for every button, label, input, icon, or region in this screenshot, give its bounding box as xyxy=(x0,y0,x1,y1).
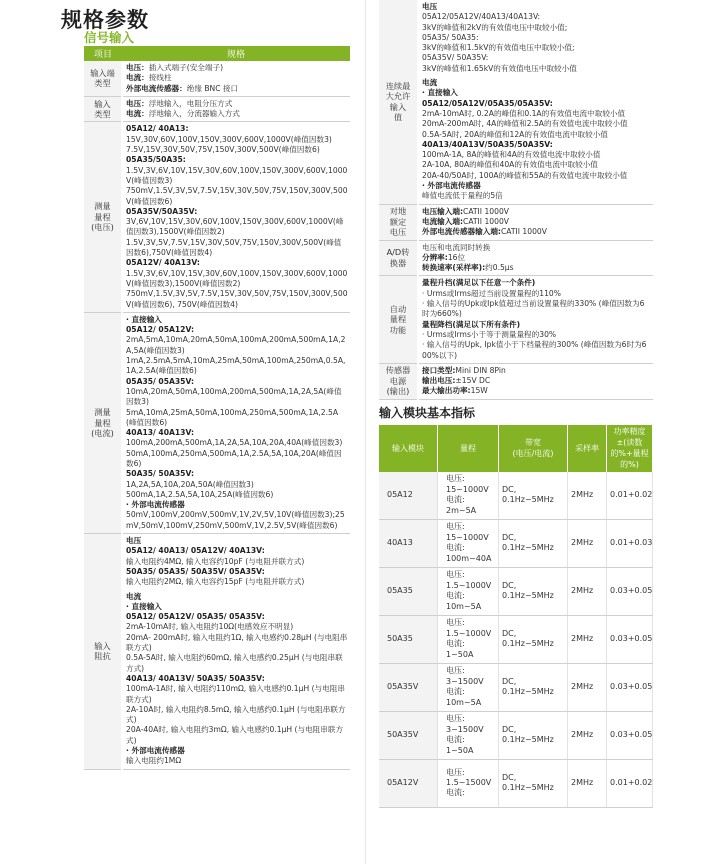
spec-line-text: · 输入信号的Upk或Ipk值超过当前设置量程的330% (峰值因数为6时为660%) xyxy=(422,299,645,319)
spec-line-text: 05A35/ 50A35: xyxy=(422,32,479,42)
spec-line xyxy=(422,140,651,150)
right-spec-column xyxy=(379,0,653,808)
spec-line-text: 浮地输入，分流器输入方式 xyxy=(148,109,240,119)
spec-row xyxy=(84,312,350,533)
spec-line-text: 1.5V,3V,6V,10V,15V,30V,60V,100V,150V,300V,600V,1000V(峰值因数3) xyxy=(126,165,348,185)
spec-line-text: 输入电阻约4MΩ, 输入电容约10pF (与电阻并联方式) xyxy=(126,556,305,566)
metrics-cell: 2MHz xyxy=(568,759,607,807)
spec-line xyxy=(126,377,348,387)
spec-value xyxy=(122,96,350,122)
spec-label: 对地 额定 电压 xyxy=(379,204,418,240)
spec-line-text: · 输入信号的Upk, Ipk值小于下档量程的300% (峰值因数为6时为600%以下) xyxy=(422,340,647,360)
spec-line xyxy=(126,500,348,510)
spec-row xyxy=(379,204,653,240)
spec-line-key: 05A12/05A12V/05A35/05A35V: xyxy=(422,98,553,108)
metrics-cell: 2MHz xyxy=(568,519,607,567)
metrics-cell: DC, 0.1Hz~5MHz xyxy=(499,711,568,759)
metrics-cell: 0.03+0.05 xyxy=(607,567,653,615)
spec-line-key: 电压： xyxy=(126,98,149,108)
spec-line xyxy=(126,756,348,766)
spec-line xyxy=(126,746,348,756)
spec-line xyxy=(422,130,651,140)
spec-line xyxy=(126,325,348,335)
spec-line xyxy=(126,602,348,612)
spec-line xyxy=(126,469,348,479)
spec-line xyxy=(126,633,348,654)
metrics-header: 输入模块 xyxy=(379,425,438,472)
metrics-cell: 电压: 3~1500V 电流: 1~50A xyxy=(438,711,499,759)
spec-line-text: 05A12/05A12V/40A13/40A13V: xyxy=(422,12,541,22)
metrics-cell: 2MHz xyxy=(568,711,607,759)
spec-line xyxy=(126,387,348,408)
spec-line xyxy=(126,674,348,684)
spec-line-text: · Urms或Irms小于等于测量量程的30% xyxy=(422,329,557,339)
spec-line xyxy=(422,43,651,53)
metrics-cell: 0.01+0.03 xyxy=(607,519,653,567)
spec-line-text: 100mA-1A时, 输入电阻约110mΩ, 输入电感约0.1μH (与电阻串联方式) xyxy=(126,684,345,704)
spec-line xyxy=(126,567,348,577)
spec-label: 自动 量程 功能 xyxy=(379,276,418,363)
metrics-header: 量程 xyxy=(438,425,499,472)
spec-line-text: CATII 1000V xyxy=(500,227,547,237)
spec-value xyxy=(122,534,350,770)
spec-line xyxy=(126,577,348,587)
spec-label: 输入端 类型 xyxy=(84,61,122,96)
spec-line xyxy=(126,480,348,490)
spec-line xyxy=(126,99,348,109)
spec-line-text: 100mA-1A, 8A的峰值和4A的有效值电流中取较小值 xyxy=(422,150,601,160)
spec-line-key: 05A35/ 05A35V: xyxy=(126,376,195,386)
spec-line-text: 插入式端子(安全端子) xyxy=(148,63,224,72)
spec-line-text: 2mA-10mA时, 0.2A的峰值和0.1A的有效值电流中取较小值 xyxy=(422,108,626,118)
metrics-cell: DC, 0.1Hz~5MHz xyxy=(499,759,568,807)
spec-value xyxy=(418,0,653,204)
spec-line-key: 电压 xyxy=(126,536,142,546)
spec-line xyxy=(126,145,348,155)
spec-value xyxy=(418,276,653,363)
spec-line-text: 0.5A-5A时, 20A的峰值和12A的有效值电流中取较小值 xyxy=(422,129,608,139)
metrics-header: 带宽 (电压/电流) xyxy=(499,425,568,472)
metrics-cell: 0.03+0.05 xyxy=(607,663,653,711)
header-spec: 规格 xyxy=(122,46,350,61)
spec-line-text: 500mA,1A,2.5A,5A,10A,25A(峰值因数6) xyxy=(126,489,274,499)
left-spec-column xyxy=(84,46,350,770)
spec-label: 测量 量程 (电压) xyxy=(84,122,122,312)
spec-line-text: CATII 1000V xyxy=(463,206,509,216)
section-title: 信号输入 xyxy=(84,30,135,45)
spec-line-text: 输入电阻约2MΩ, 输入电容约15pF (与电阻并联方式) xyxy=(126,577,305,587)
spec-line-text: 7.5V,15V,30V,50V,75V,150V,300V,500V(峰值因数6) xyxy=(126,145,320,155)
spec-line xyxy=(126,258,348,268)
metrics-header: 采样率 xyxy=(568,425,607,472)
spec-line-text: 2mA-10mA时, 输入电阻约10Ω(电感效应不明显) xyxy=(126,622,294,632)
metrics-cell: 05A12 xyxy=(379,472,438,520)
column-divider xyxy=(365,0,366,864)
spec-line-key: 50A35/ 50A35V: xyxy=(126,469,195,479)
module-metrics-table xyxy=(379,425,653,808)
spec-line xyxy=(126,438,348,448)
spec-line-key: 电流 xyxy=(126,591,142,601)
spec-line-key: 05A35/50A35: xyxy=(126,155,186,165)
spec-line xyxy=(126,490,348,500)
spec-line-text: 3V,6V,10V,15V,30V,60V,100V,150V,300V,600V,1000V(峰值因数3),1500V(峰值因数2) xyxy=(126,217,344,237)
spec-line-key: 电流： xyxy=(126,73,149,83)
spec-line xyxy=(126,612,348,622)
spec-line xyxy=(126,546,348,556)
spec-line-key: 05A12V/ 40A13V: xyxy=(126,258,200,268)
spec-row xyxy=(379,240,653,276)
spec-line-key: 40A13/ 40A13V/ 50A35/ 50A35V: xyxy=(126,673,265,683)
metrics-cell: 0.03+0.05 xyxy=(607,615,653,663)
spec-line-key: · 直接输入 xyxy=(126,314,162,324)
spec-line-key: · 外部电流传感器 xyxy=(422,181,481,191)
metrics-row xyxy=(379,472,653,520)
metrics-cell: DC, 0.1Hz~5MHz xyxy=(499,615,568,663)
metrics-cell: 电压: 1.5~1000V 电流: 1~50A xyxy=(438,615,499,663)
metrics-cell: 0.03+0.05 xyxy=(607,711,653,759)
spec-line xyxy=(422,119,651,129)
spec-line-text: CATII 1000V xyxy=(463,216,509,226)
metrics-cell: 0.01+0.02 xyxy=(607,472,653,520)
spec-line xyxy=(126,124,348,134)
spec-line-text: 3kV的峰值和2kV的有效值电压中取较小值; xyxy=(422,22,568,32)
spec-row xyxy=(379,276,653,363)
spec-line-text: 1.5V,3V,6V,10V,15V,30V,60V,100V,150V,300V,600V,1000V(峰值因数3),1500V(峰值因数2) xyxy=(126,268,348,288)
spec-line-key: 外部电流传感器： xyxy=(126,83,187,93)
metrics-cell: 50A35V xyxy=(379,711,438,759)
spec-line xyxy=(126,109,348,119)
spec-line-key: · 直接输入 xyxy=(126,601,162,611)
page-title: 规格参数 xyxy=(61,8,149,32)
metrics-cell: DC, 0.1Hz~5MHz xyxy=(499,472,568,520)
spec-line-key: 输出电压: xyxy=(422,376,456,386)
spec-line xyxy=(126,73,348,83)
spec-line xyxy=(126,653,348,674)
spec-line-key: 电压 xyxy=(422,2,438,11)
spec-row xyxy=(84,122,350,312)
metrics-row xyxy=(379,759,653,807)
spec-label: A/D转 换器 xyxy=(379,240,418,276)
spec-line xyxy=(422,2,651,12)
spec-line-text: 20mA- 200mA时, 输入电阻约1Ω, 输入电感约0.28μH (与电阻串联方式) xyxy=(126,632,348,653)
spec-line xyxy=(126,84,348,94)
spec-line xyxy=(422,78,651,88)
spec-line-text: 电压和电流同时转换 xyxy=(422,242,491,252)
spec-line-text: 5mA,10mA,25mA,50mA,100mA,250mA,500mA,1A,2.5A(峰值因数6) xyxy=(126,407,339,427)
spec-line xyxy=(422,181,651,191)
spec-line xyxy=(126,557,348,567)
signal-input-table xyxy=(84,46,350,770)
spec-row xyxy=(84,534,350,770)
spec-line-key: 转换速率(采样率): xyxy=(422,263,486,273)
spec-line-key: 分辨率: xyxy=(422,252,448,262)
spec-line-key: · 直接输入 xyxy=(422,88,458,98)
input-limits-table xyxy=(379,0,653,400)
spec-line-key: 量程升档(满足以下任意一个条件) xyxy=(422,278,536,288)
spec-line xyxy=(126,186,348,207)
metrics-title: 输入模块基本指标 xyxy=(379,405,476,420)
spec-line xyxy=(422,171,651,181)
spec-line-text: Mini DIN 8Pin xyxy=(455,365,506,375)
spec-line xyxy=(422,320,651,330)
spec-line xyxy=(422,227,651,237)
spec-line-text: 1.5V,3V,5V,7.5V,15V,30V,50V,75V,150V,300V,500V(峰值因数6),750V(峰值因数4) xyxy=(126,237,342,258)
spec-line xyxy=(422,376,651,386)
spec-line xyxy=(126,315,348,325)
spec-line xyxy=(126,622,348,632)
spec-label: 测量 量程 (电流) xyxy=(84,312,122,533)
metrics-cell: 电压: 1.5~1000V 电流: 10m~5A xyxy=(438,567,499,615)
spec-line-key: 量程降档(满足以下所有条件) xyxy=(422,319,521,329)
spec-line xyxy=(422,160,651,170)
spec-line-text: 2mA,5mA,10mA,20mA,50mA,100mA,200mA,500mA,1A,2A,5A(峰值因数3) xyxy=(126,335,346,355)
spec-line-text: 3kV的峰值和1.5kV的有效值电压中取较小值; xyxy=(422,43,575,53)
spec-row xyxy=(84,61,350,96)
metrics-cell: 电压: 15~1000V 电流: 100m~40A xyxy=(438,519,499,567)
spec-line xyxy=(126,408,348,429)
metrics-cell: 电压: 15~1000V 电流: 2m~5A xyxy=(438,472,499,520)
spec-line-text: 50mV,100mV,200mV,500mV,1V,2V,5V,10V(峰值因数3);25mV,50mV,100mV,250mV,500mV,1V,2.5V,5V(峰值因数6) xyxy=(126,510,345,530)
spec-value xyxy=(122,61,350,96)
metrics-cell: 2MHz xyxy=(568,663,607,711)
spec-line xyxy=(422,53,651,63)
spec-line xyxy=(126,207,348,217)
spec-line xyxy=(422,33,651,43)
spec-line xyxy=(422,278,651,288)
spec-line xyxy=(126,289,348,310)
spec-line-text: 15V,30V,60V,100V,150V,300V,600V,1000V(峰值因数3) xyxy=(126,134,332,144)
spec-line-text: 15W xyxy=(470,386,488,396)
spec-label: 连续最 大允许 输入 值 xyxy=(379,0,418,204)
spec-row xyxy=(84,96,350,122)
spec-line-text: 1A,2A,5A,10A,20A,50A(峰值因数3) xyxy=(126,479,254,489)
metrics-row xyxy=(379,711,653,759)
spec-line xyxy=(422,88,651,98)
spec-line xyxy=(126,155,348,165)
spec-line xyxy=(126,592,348,602)
spec-line xyxy=(422,12,651,22)
spec-line-key: 40A13/40A13V/50A35/50A35V: xyxy=(422,139,553,149)
spec-line-text: 0.5A-5A时, 输入电阻约60mΩ, 输入电感约0.25μH (与电阻串联方式) xyxy=(126,653,343,673)
spec-line xyxy=(422,243,651,253)
spec-line xyxy=(422,64,651,74)
spec-label: 输入 阻抗 xyxy=(84,534,122,770)
spec-row xyxy=(379,0,653,204)
spec-line xyxy=(422,366,651,376)
spec-line-text: 20mA-200mA时, 4A的峰值和2.5A的有效值电流中取较小值 xyxy=(422,119,628,129)
spec-line-text: 3kV的峰值和1.65kV的有效值电压中取较小值 xyxy=(422,63,577,73)
metrics-cell: 电压: 1.5~1500V 电流: xyxy=(438,759,499,807)
spec-value xyxy=(418,240,653,276)
metrics-row xyxy=(379,663,653,711)
spec-row xyxy=(379,363,653,399)
spec-line xyxy=(422,217,651,227)
spec-line-key: 05A12/ 05A12V: xyxy=(126,325,195,335)
spec-line-key: 电压： xyxy=(126,63,149,72)
spec-line-text: 接线柱 xyxy=(148,73,172,83)
spec-line xyxy=(126,335,348,356)
spec-line xyxy=(126,217,348,238)
metrics-row xyxy=(379,615,653,663)
spec-line-text: 20A-40/50A时, 100A的峰值和55A的有效值电流中取较小值 xyxy=(422,170,628,180)
spec-value xyxy=(122,312,350,533)
spec-line-text: 2A-10A时, 输入电阻约8.5mΩ, 输入电感约0.1μH (与电阻串联方式) xyxy=(126,704,346,725)
spec-line xyxy=(422,207,651,217)
spec-line-text: 输入电阻约1MΩ xyxy=(126,756,182,766)
spec-line xyxy=(422,99,651,109)
spec-line xyxy=(126,705,348,726)
spec-line xyxy=(422,253,651,263)
spec-line xyxy=(126,356,348,377)
metrics-cell: 0.01+0.02 xyxy=(607,759,653,807)
spec-line xyxy=(126,684,348,705)
metrics-cell: 40A13 xyxy=(379,519,438,567)
spec-line-key: 电流： xyxy=(126,109,149,119)
spec-line-key: · 外部电流传感器 xyxy=(126,500,185,510)
spec-line-key: 05A12/ 05A12V/ 05A35/ 05A35V: xyxy=(126,612,265,622)
metrics-cell: 2MHz xyxy=(568,472,607,520)
spec-line-text: 100mA,200mA,500mA,1A,2A,5A,10A,20A,40A(峰值因数3) xyxy=(126,438,343,448)
spec-label: 输入 类型 xyxy=(84,96,122,122)
spec-line xyxy=(422,340,651,361)
spec-line-text: 10mA,20mA,50mA,100mA,200mA,500mA,1A,2A,5A(峰值因数3) xyxy=(126,386,342,407)
spec-line-text: 05A35V/ 50A35V: xyxy=(422,53,489,63)
spec-line xyxy=(126,135,348,145)
spec-line-text: 1mA,2.5mA,5mA,10mA,25mA,50mA,100mA,250mA,0.5A,1A,2.5A(峰值因数6) xyxy=(126,356,346,376)
metrics-row xyxy=(379,519,653,567)
spec-line-text: 16位 xyxy=(447,252,466,262)
spec-line xyxy=(126,428,348,438)
metrics-cell: DC, 0.1Hz~5MHz xyxy=(499,519,568,567)
spec-line xyxy=(422,23,651,33)
metrics-cell: 电压: 3~1500V 电流: 10m~5A xyxy=(438,663,499,711)
spec-value xyxy=(418,363,653,399)
spec-line-text: 浮地输入，电阻分压方式 xyxy=(148,98,233,108)
spec-line xyxy=(126,725,348,746)
spec-line-key: 电流输入端: xyxy=(422,216,464,226)
spec-line xyxy=(126,510,348,531)
spec-line-key: 电压输入端: xyxy=(422,206,464,216)
metrics-cell: 05A35 xyxy=(379,567,438,615)
spec-line-text: ±15V DC xyxy=(455,376,491,386)
spec-line-key: 最大输出功率: xyxy=(422,386,471,396)
metrics-cell: 2MHz xyxy=(568,567,607,615)
spec-line xyxy=(422,330,651,340)
spec-line xyxy=(422,299,651,320)
spec-line-text: 750mV,1.5V,3V,5V,7.5V,15V,30V,50V,75V,150V,300V,500V(峰值因数6) xyxy=(126,186,348,206)
metrics-cell: DC, 0.1Hz~5MHz xyxy=(499,567,568,615)
metrics-header: 功率精度 ±(读数 的%+量程 的%) xyxy=(607,425,653,472)
spec-line xyxy=(422,191,651,201)
spec-line-key: 05A35V/50A35V: xyxy=(126,206,198,216)
spec-line-text: 2A-10A, 80A的峰值和40A的有效值电流中取较小值 xyxy=(422,160,598,170)
spec-line xyxy=(126,63,348,73)
spec-line xyxy=(422,263,651,273)
spec-value xyxy=(122,122,350,312)
spec-line xyxy=(422,150,651,160)
spec-line-key: 05A12/ 40A13: xyxy=(126,124,189,134)
spec-line-key: 外部电流传感器输入端: xyxy=(422,227,501,237)
spec-line-text: 50mA,100mA,250mA,500mA,1A,2.5A,5A,10A,20A(峰值因数6) xyxy=(126,448,342,468)
spec-line xyxy=(422,109,651,119)
spec-label: 传感器 电源 (输出) xyxy=(379,363,418,399)
spec-line xyxy=(126,166,348,187)
spec-line-text: 20A-40A时, 输入电阻约3mΩ, 输入电感约0.1μH (与电阻串联方式) xyxy=(126,725,344,745)
spec-line-key: 40A13/ 40A13V: xyxy=(126,428,195,438)
spec-line-text: 峰值电流低于量程的5倍 xyxy=(422,191,503,201)
spec-line-text: 约0.5μs xyxy=(485,263,514,273)
spec-line-key: · 外部电流传感器 xyxy=(126,746,185,755)
metrics-cell: 05A35V xyxy=(379,663,438,711)
metrics-cell: 2MHz xyxy=(568,615,607,663)
spec-line xyxy=(126,269,348,290)
spec-line xyxy=(422,386,651,396)
spec-line xyxy=(126,238,348,259)
spec-line xyxy=(422,289,651,299)
header-item: 项目 xyxy=(84,46,122,61)
spec-line-key: 接口类型: xyxy=(422,365,456,375)
spec-line xyxy=(126,449,348,470)
metrics-cell: DC, 0.1Hz~5MHz xyxy=(499,663,568,711)
spec-line xyxy=(126,536,348,546)
spec-value xyxy=(418,204,653,240)
metrics-cell: 50A35 xyxy=(379,615,438,663)
spec-line-text: 750mV,1.5V,3V,5V,7.5V,15V,30V,50V,75V,150V,300V,500V(峰值因数6), 750V(峰值因数4) xyxy=(126,289,348,309)
spec-line-text: 绝缘 BNC 接口 xyxy=(186,83,239,93)
spec-line-key: 05A12/ 40A13/ 05A12V/ 40A13V: xyxy=(126,546,265,556)
spec-line-key: 电流 xyxy=(422,78,438,88)
metrics-cell: 05A12V xyxy=(379,759,438,807)
metrics-row xyxy=(379,567,653,615)
spec-line-text: · Urms或Irms超过当前设置量程的110% xyxy=(422,288,561,298)
spec-line-key: 50A35/ 05A35/ 50A35V/ 05A35V: xyxy=(126,566,265,576)
